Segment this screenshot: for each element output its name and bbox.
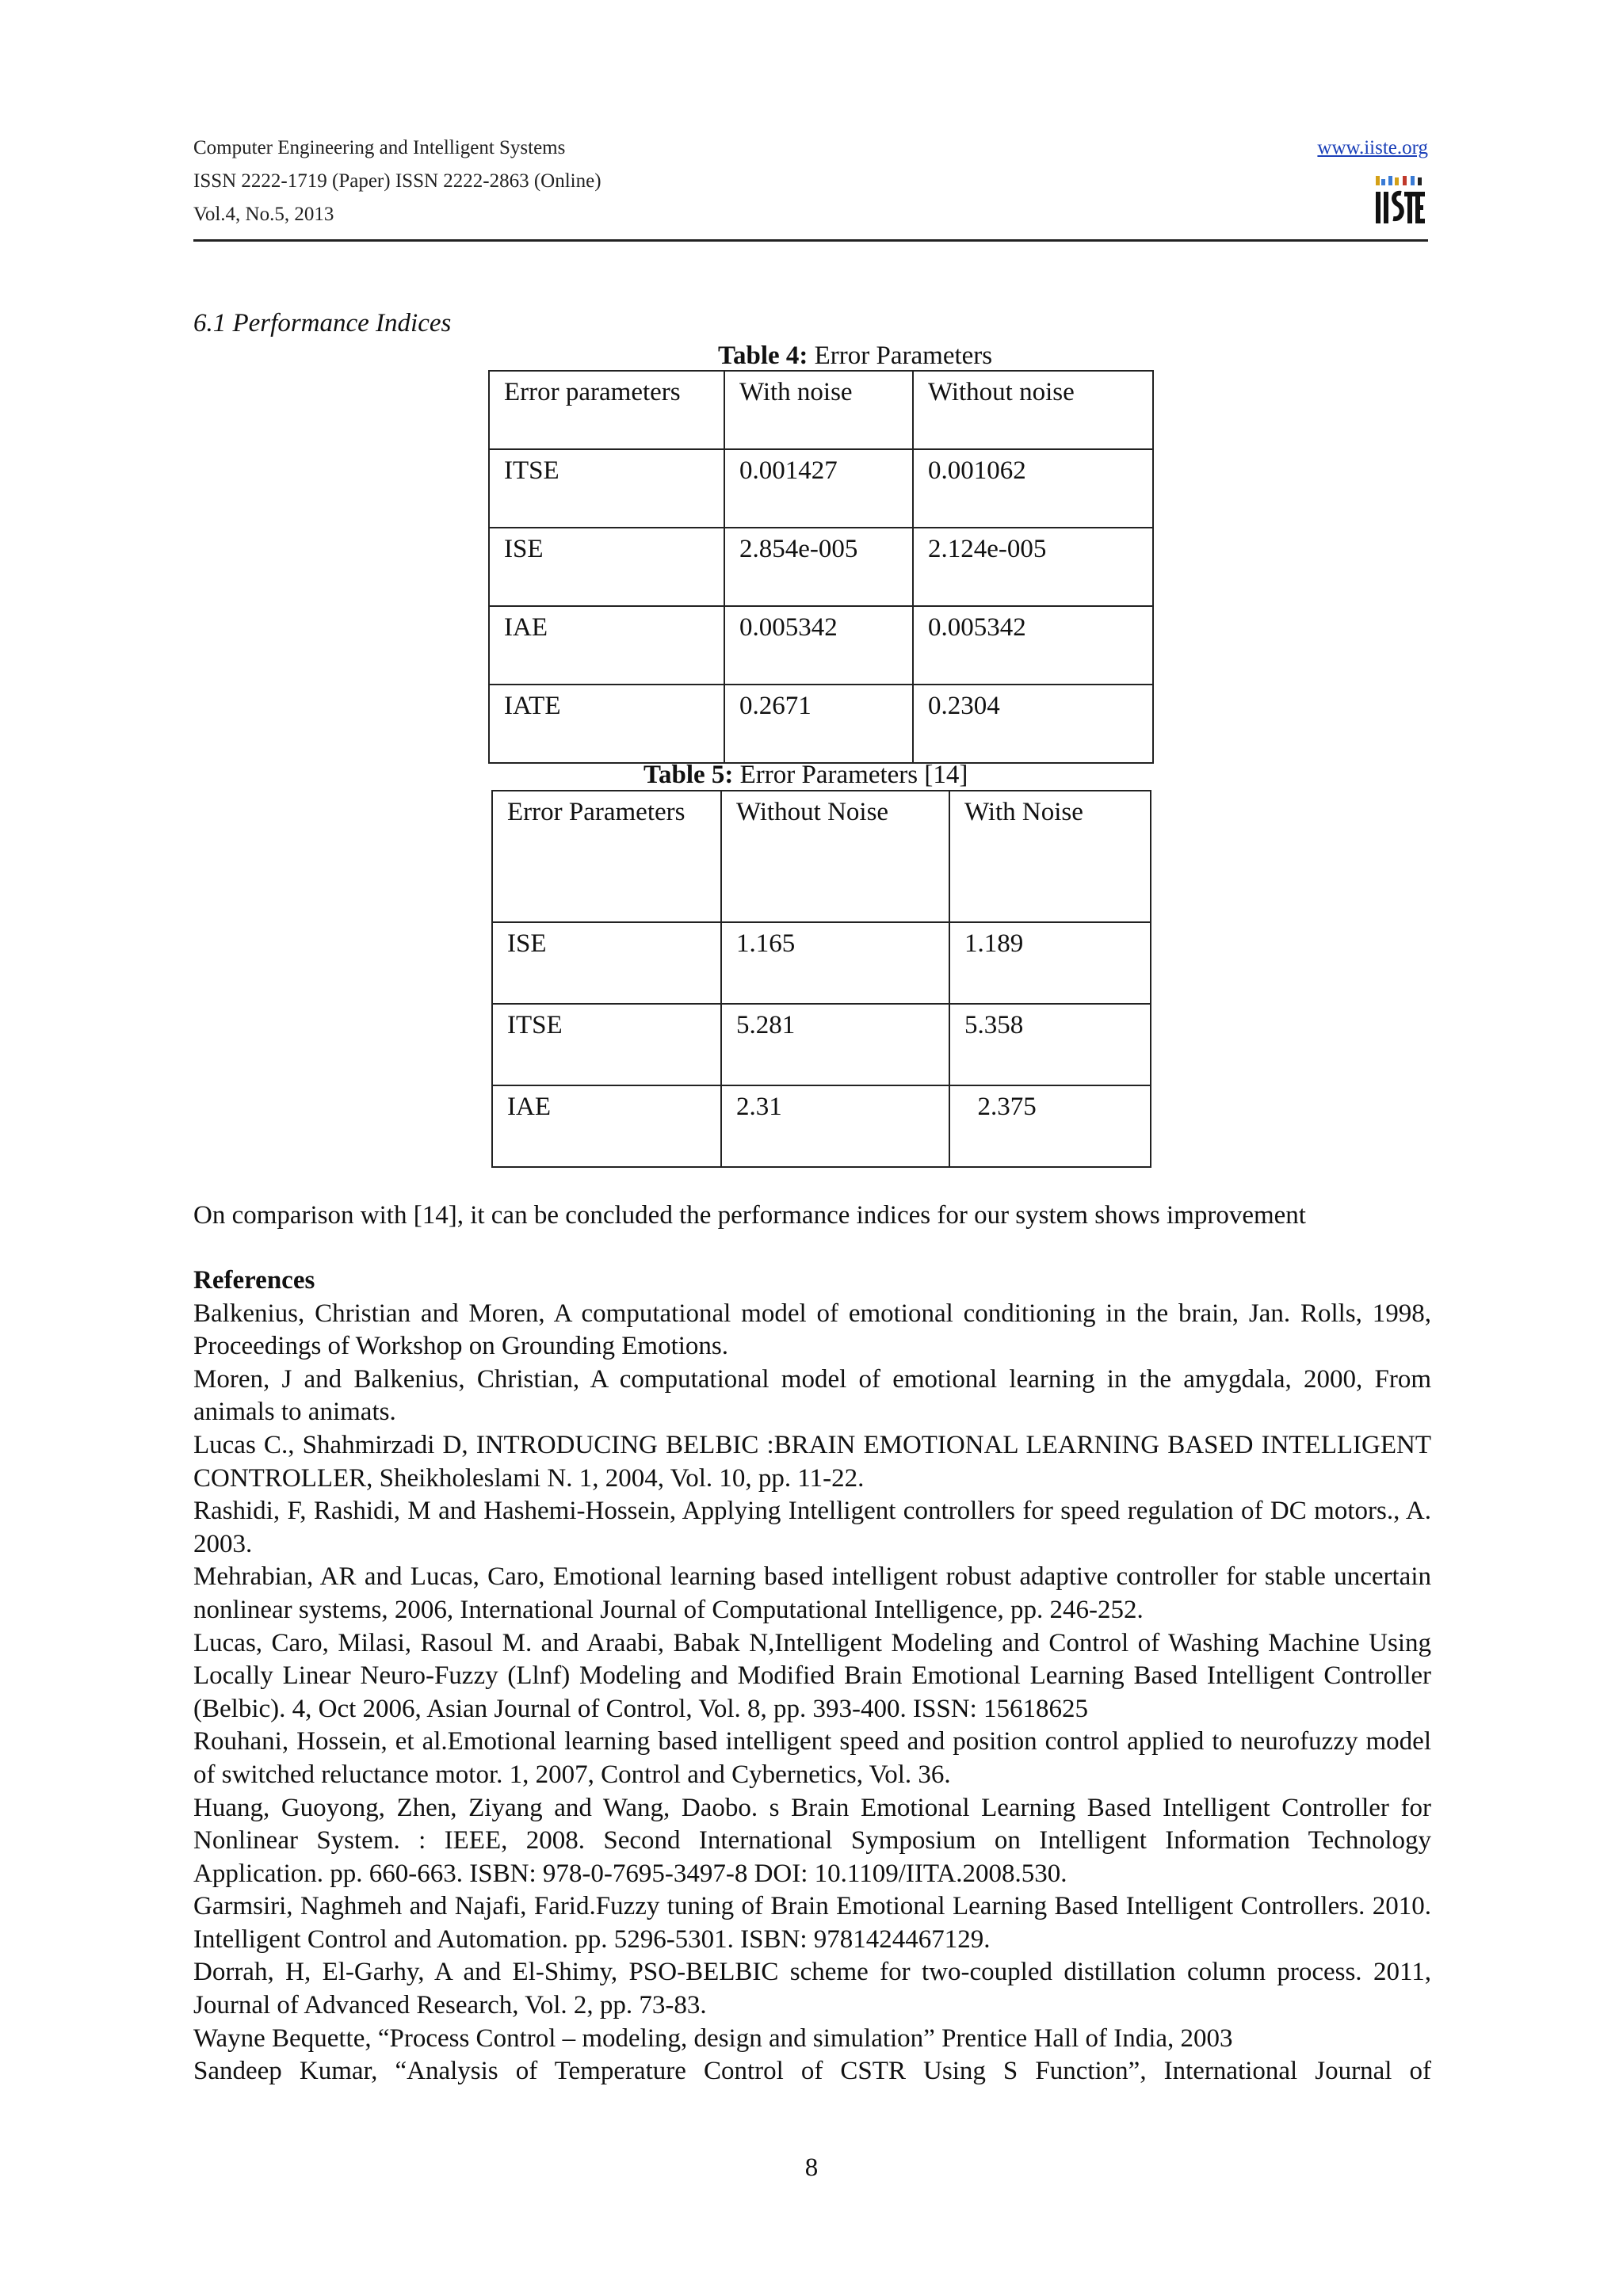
reference-item: Sandeep Kumar, “Analysis of Temperature Control of CSTR Using S Function”, International Journal of	[193, 2057, 1431, 2086]
table-cell: 2.854e-005	[724, 528, 913, 606]
table-cell: 0.005342	[724, 606, 913, 685]
table-cell: ISE	[489, 528, 724, 606]
volume-line: Vol.4, No.5, 2013	[193, 204, 334, 225]
table-cell: 0.001427	[724, 449, 913, 528]
reference-item: Rashidi, F, Rashidi, M and Hashemi-Hossein, Applying Intelligent controllers for speed regulation of DC motors., A. 2003.	[193, 1497, 1431, 1558]
table4-caption-label: Table 4:	[718, 341, 808, 370]
table-cell: IAE	[489, 606, 724, 685]
table-row	[492, 1085, 1151, 1167]
issn-line: ISSN 2222-1719 (Paper) ISSN 2222-2863 (Online)	[193, 170, 601, 192]
table-cell: 2.124e-005	[913, 528, 1153, 606]
table-row	[489, 606, 1153, 685]
conclusion-paragraph: On comparison with [14], it can be concluded the performance indices for our system shows improvement	[193, 1201, 1306, 1230]
table-cell: 0.005342	[913, 606, 1153, 685]
table-cell: IAE	[492, 1085, 721, 1167]
table-header-cell: Without Noise	[721, 791, 949, 922]
table5	[491, 790, 1151, 1168]
table-cell: IATE	[489, 685, 724, 763]
reference-item: Rouhani, Hossein, et al.Emotional learning based intelligent speed and position control applied to neurofuzzy model of switched reluctance motor. 1, 2007, Control and Cybernetics, Vol. 36.	[193, 1727, 1431, 1789]
reference-item: Mehrabian, AR and Lucas, Caro, Emotional learning based intelligent robust adaptive controller for stable uncertain nonlinear systems, 2006, International Journal of Computational Intelligence, pp. 246-252.	[193, 1562, 1431, 1624]
table5-caption-text: Error Parameters [14]	[733, 761, 968, 789]
iiste-logo	[1374, 174, 1425, 225]
table-header-row	[489, 371, 1153, 449]
table-row	[492, 922, 1151, 1004]
table-header-cell: Error parameters	[489, 371, 724, 449]
section-heading: 6.1 Performance Indices	[193, 309, 452, 338]
table-cell: 5.358	[949, 1004, 1151, 1085]
table-cell: ITSE	[489, 449, 724, 528]
reference-item: Wayne Bequette, “Process Control – modeling, design and simulation” Prentice Hall of India, 2003	[193, 2023, 1233, 2053]
table-header-row	[492, 791, 1151, 922]
table5-caption-label: Table 5:	[643, 761, 734, 789]
table-cell: ISE	[492, 922, 721, 1004]
reference-item: Balkenius, Christian and Moren, A computational model of emotional conditioning in the brain, Jan. Rolls, 1998, Proceedings of Workshop on Grounding Emotions.	[193, 1299, 1431, 1361]
references-heading: References	[193, 1266, 315, 1295]
table-header-cell: With noise	[724, 371, 913, 449]
reference-item: Huang, Guoyong, Zhen, Ziyang and Wang, Daobo. s Brain Emotional Learning Based Intelligent Controller for Nonlinear System. : IEEE, 2008. Second International Symposium on Intelligent Information Technology Application. pp. 660-663. ISBN: 978-0-7695-3497-8 DOI: 10.1109/IITA.2008.530.	[193, 1793, 1431, 1888]
table-header-cell: Without noise	[913, 371, 1153, 449]
table-row	[489, 449, 1153, 528]
table4-caption	[718, 340, 992, 372]
table-cell: 1.189	[949, 922, 1151, 1004]
table-cell: 2.31	[721, 1085, 949, 1167]
table-cell: 0.2304	[913, 685, 1153, 763]
table-header-cell: With Noise	[949, 791, 1151, 922]
table-cell: 5.281	[721, 1004, 949, 1085]
page-header	[193, 133, 1428, 242]
table-cell: 0.001062	[913, 449, 1153, 528]
reference-item: Moren, J and Balkenius, Christian, A computational model of emotional learning in the amygdala, 2000, From animals to animats.	[193, 1364, 1431, 1427]
table4	[488, 370, 1154, 764]
table-row	[489, 685, 1153, 763]
table-cell: 2.375	[949, 1085, 1151, 1167]
table-row	[492, 1004, 1151, 1085]
table-row	[489, 528, 1153, 606]
table-header-cell: Error Parameters	[492, 791, 721, 922]
table-cell: ITSE	[492, 1004, 721, 1085]
journal-name: Computer Engineering and Intelligent Systems	[193, 137, 566, 158]
reference-item: Dorrah, H, El-Garhy, A and El-Shimy, PSO-BELBIC scheme for two-coupled distillation column process. 2011, Journal of Advanced Research, Vol. 2, pp. 73-83.	[193, 1958, 1431, 2020]
page-number: 8	[804, 2153, 819, 2182]
reference-item: Lucas C., Shahmirzadi D, INTRODUCING BELBIC :BRAIN EMOTIONAL LEARNING BASED INTELLIGENT CONTROLLER, Sheikholeslami N. 1, 2004, Vol. 10, pp. 11-22.	[193, 1430, 1431, 1493]
table-cell: 0.2671	[724, 685, 913, 763]
references-section	[193, 1264, 1431, 2088]
reference-item: Garmsiri, Naghmeh and Najafi, Farid.Fuzzy tuning of Brain Emotional Learning Based Intelligent Controllers. 2010. Intelligent Control and Automation. pp. 5296-5301. ISBN: 9781424467129.	[193, 1892, 1431, 1954]
table-cell: 1.165	[721, 922, 949, 1004]
journal-url-link[interactable]: www.iiste.org	[1317, 137, 1428, 158]
table4-caption-text: Error Parameters	[808, 341, 993, 370]
table5-caption	[643, 759, 968, 791]
reference-item: Lucas, Caro, Milasi, Rasoul M. and Araabi, Babak N,Intelligent Modeling and Control of Washing Machine Using Locally Linear Neuro-Fuzzy (Llnf) Modeling and Modified Brain Emotional Learning Based Intelligent Controller (Belbic). 4, Oct 2006, Asian Journal of Control, Vol. 8, pp. 393-400. ISSN: 15618625	[193, 1628, 1431, 1723]
